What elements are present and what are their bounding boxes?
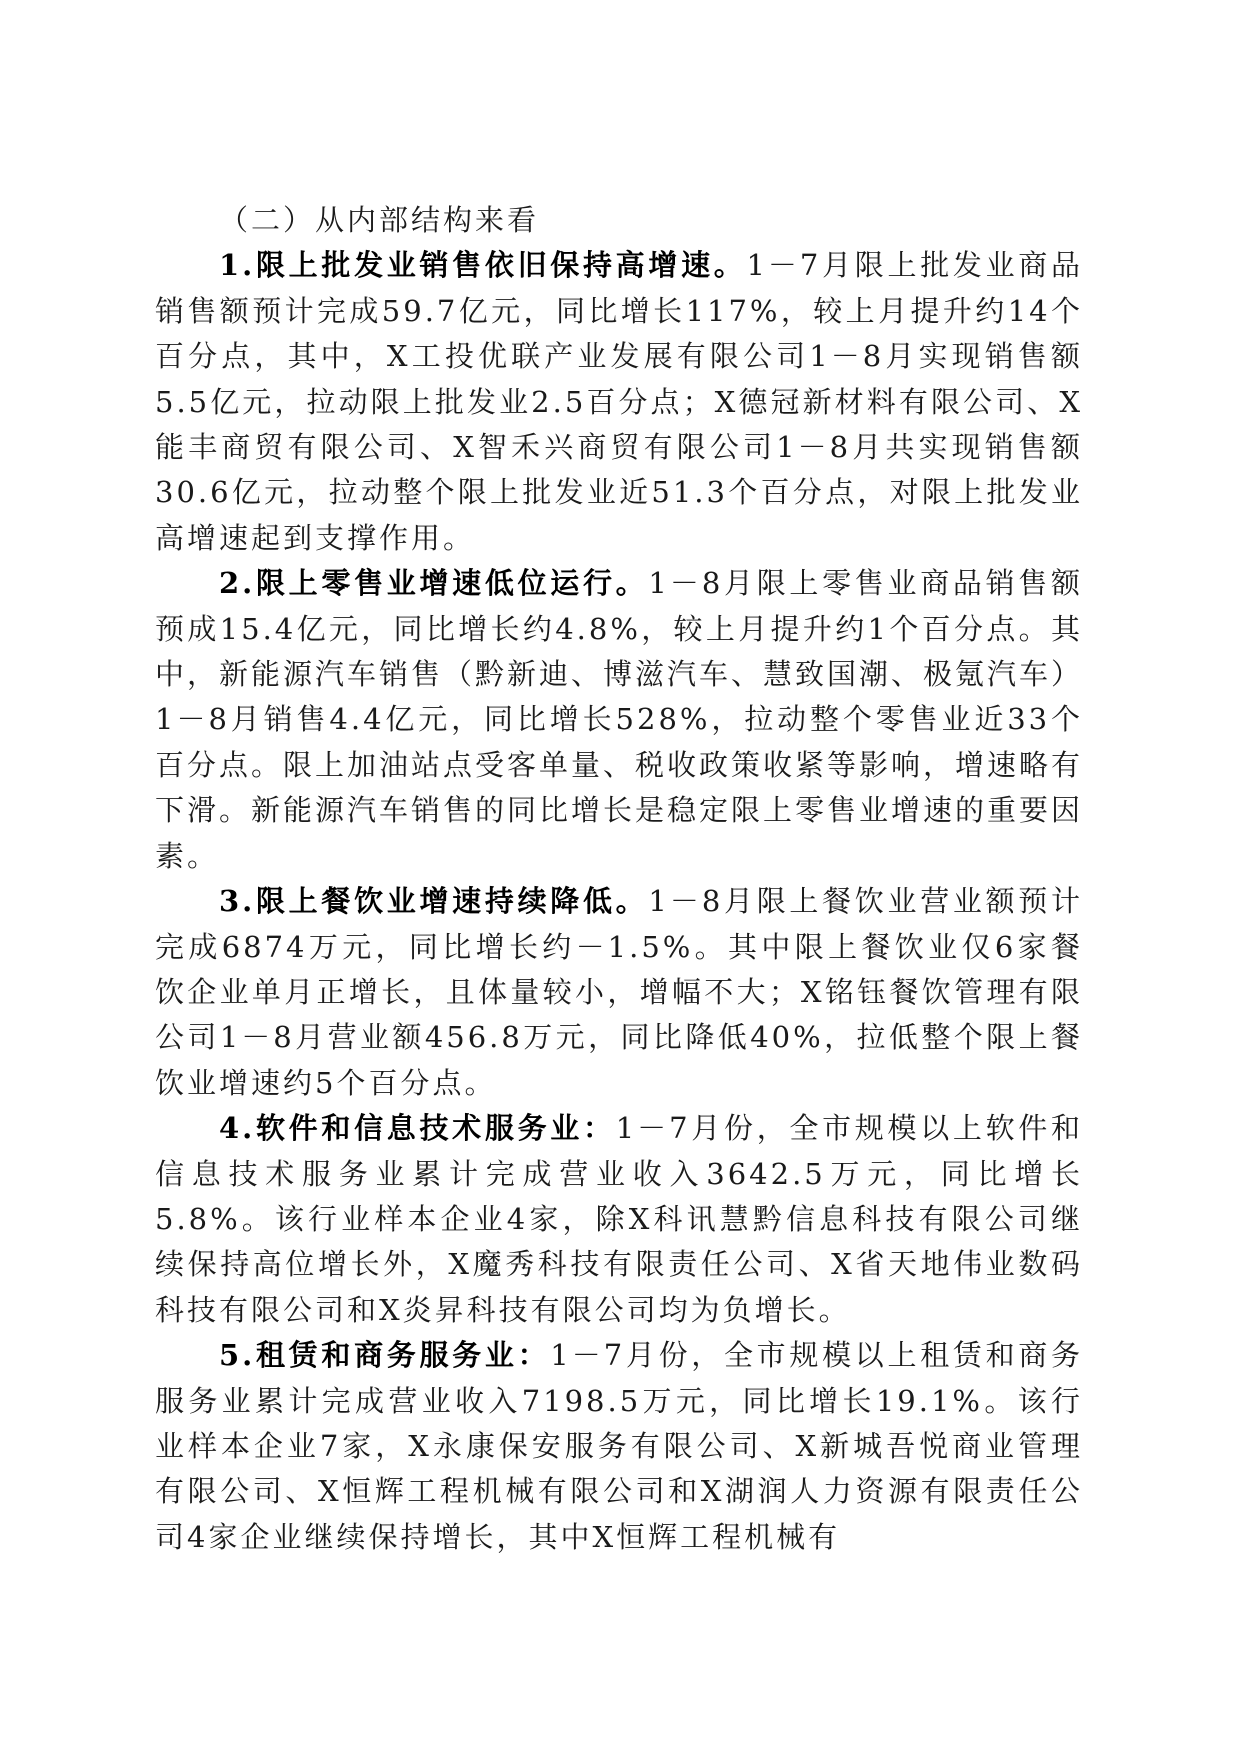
paragraph-body: 1－8月限上餐饮业营业额预计完成6874万元，同比增长约－1.5%。其中限上餐饮业仅6家餐饮企业单月正增长，且体量较小，增幅不大；X铭钰餐饮管理有限公司1－8月营业额456.8万元，同比降低40%，拉低整个限上餐饮业增速约5个百分点。 (155, 884, 1083, 1100)
document-body (155, 198, 1083, 1560)
paragraph-body: 1－8月限上零售业商品销售额预成15.4亿元，同比增长约4.8%，较上月提升约1个百分点。其中，新能源汽车销售（黔新迪、博滋汽车、慧致国潮、极氪汽车）1－8月销售4.4亿元，同比增长528%，拉动整个零售业近33个百分点。限上加油站点受客单量、税收政策收紧等影响，增速略有下滑。新能源汽车销售的同比增长是稳定限上零售业增速的重要因素。 (155, 566, 1084, 873)
paragraph-lead: 4.软件和信息技术服务业： (219, 1111, 616, 1146)
paragraph-wholesale (155, 243, 1083, 561)
paragraph-software (155, 1106, 1083, 1333)
paragraph-body: 1－7月限上批发业商品销售额预计完成59.7亿元，同比增长117%，较上月提升约14个百分点，其中，X工投优联产业发展有限公司1－8月实现销售额5.5亿元，拉动限上批发业2.5百分点；X德冠新材料有限公司、X能丰商贸有限公司、X智禾兴商贸有限公司1－8月共实现销售额30.6亿元，拉动整个限上批发业近51.3个百分点，对限上批发业高增速起到支撑作用。 (155, 248, 1083, 555)
paragraph-body: 1－7月份，全市规模以上租赁和商务服务业累计完成营业收入7198.5万元，同比增长19.1%。该行业样本企业7家，X永康保安服务有限公司、X新城吾悦商业管理有限公司、X恒辉工程机械有限公司和X湖润人力资源有限责任公司4家企业继续保持增长，其中X恒辉工程机械有 (155, 1338, 1083, 1554)
paragraph-retail (155, 561, 1083, 879)
paragraph-leasing (155, 1333, 1083, 1560)
section-heading: （二）从内部结构来看 (219, 203, 540, 237)
paragraph-catering (155, 879, 1083, 1106)
paragraph-lead: 2.限上零售业增速低位运行。 (219, 566, 649, 601)
paragraph-lead: 5.租赁和商务服务业： (219, 1338, 551, 1373)
paragraph-lead: 3.限上餐饮业增速持续降低。 (219, 884, 649, 919)
paragraph-lead: 1.限上批发业销售依旧保持高增速。 (219, 248, 747, 283)
paragraph-body: 1－7月份，全市规模以上软件和信息技术服务业累计完成营业收入3642.5万元，同比增长5.8%。该行业样本企业4家，除X科讯慧黔信息科技有限公司继续保持高位增长外，X魔秀科技有限责任公司、X省天地伟业数码科技有限公司和X炎昇科技有限公司均为负增长。 (155, 1111, 1083, 1327)
